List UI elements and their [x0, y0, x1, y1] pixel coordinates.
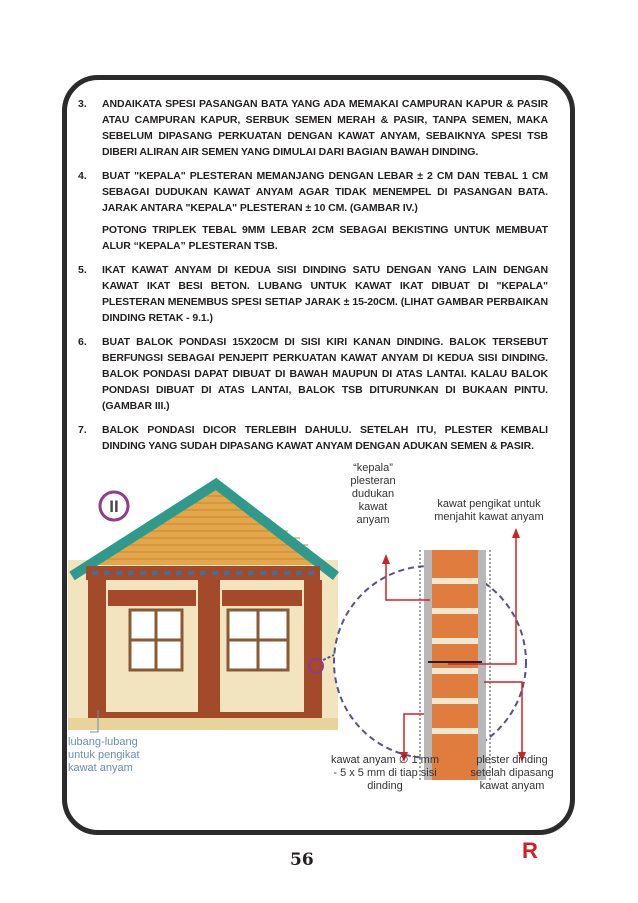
column-left: [88, 580, 106, 715]
step-paragraph: ANDAIKATA SPESI PASANGAN BATA YANG ADA MEMAKAI CAMPURAN KAPUR & PASIR ATAU CAMPURAN KAPUR, SERBUK SEMEN MERAH & PASIR, TANPA SEMEN, MAKA SEBELUM DIPASANG PERKUATAN DENGAN KAWAT ANYAM, SEBAIKNYA SPESI TSB DIBERI ALIRAN AIR SEMEN YANG DIMULAI DARI BAGIAN BAWAH DINDING.: [102, 98, 548, 158]
callout-lubang-pengikat: lubang-lubang untuk pengikat kawat anyam: [68, 736, 140, 774]
figure-badge-label: II: [109, 497, 119, 516]
column-right: [304, 580, 322, 715]
step-paragraph: BUAT BALOK PONDASI 15X20CM DI SISI KIRI KANAN DINDING. BALOK TERSEBUT BERFUNGSI SEBAGAI PENJEPIT PERKUATAN KAWAT ANYAM DI KEDUA SISI DINDING. BALOK PONDASI DAPAT DIBUAT DI BAWAH MAUPUN DI ATAS LANTAI. KALAU BALOK PONDASI DIBUAT DI ATAS LANTAI, BALOK TSB DITURUNKAN DI BUKAAN PINTU. (GAMBAR III.): [102, 336, 548, 412]
step-item: [78, 96, 548, 160]
wall-section-detail: [420, 550, 490, 780]
house-base: [68, 718, 338, 730]
step-number: 4.: [78, 170, 87, 182]
figure-illustration: [68, 462, 568, 800]
step-number: 3.: [78, 98, 87, 110]
page-number: 56: [290, 850, 314, 870]
corner-letter: R: [522, 838, 538, 863]
step-number: 6.: [78, 336, 87, 348]
step-number: 5.: [78, 264, 87, 276]
step-paragraph: IKAT KAWAT ANYAM DI KEDUA SISI DINDING SATU DENGAN YANG LAIN DENGAN KAWAT IKAT BESI BETON. LUBANG UNTUK KAWAT IKAT DIBUAT DI "KEPALA" PLESTERAN MENEMBUS SPESI SETIAP JARAK ± 15-20CM. (LIHAT GAMBAR PERBAIKAN DINDING RETAK - 9.1.): [102, 264, 548, 324]
step-item: [78, 262, 548, 326]
step-number: 7.: [78, 424, 87, 436]
step-item: [78, 422, 548, 454]
step-paragraph: BUAT "KEPALA" PLESTERAN MEMANJANG DENGAN LEBAR ± 2 CM DAN TEBAL 1 CM SEBAGAI DUDUKAN KAWAT ANYAM AGAR TIDAK MENEMPEL DI PASANGAN BATA. JARAK ANTARA "KEPALA" PLESTERAN ± 10 CM. (GAMBAR IV.): [102, 170, 548, 214]
callout-kawat-anyam: kawat anyam ∅ 1 mm - 5 x 5 mm di tiap sisi dinding: [330, 754, 439, 792]
callout-kepala-plesteran: “kepala” plesteran dudukan kawat anyam: [350, 462, 396, 526]
step-paragraph: POTONG TRIPLEK TEBAL 9MM LEBAR 2CM SEBAGAI BEKISTING UNTUK MEMBUAT ALUR “KEPALA” PLESTERAN TSB.: [102, 224, 548, 252]
step-paragraph: BALOK PONDASI DICOR TERLEBIH DAHULU. SETELAH ITU, PLESTER KEMBALI DINDING YANG SUDAH DIPASANG KAWAT ANYAM DENGAN ADUKAN SEMEN & PASIR.: [102, 424, 548, 452]
sloof-beam: [88, 712, 322, 718]
step-item: [78, 334, 548, 414]
callout-plester-dinding: plester dinding setelah dipasang kawat anyam: [470, 754, 554, 792]
instruction-steps: [78, 96, 548, 462]
column-middle: [198, 580, 220, 715]
step-item: [78, 168, 548, 254]
callout-kawat-pengikat: kawat pengikat untuk menjahit kawat anyam: [434, 498, 544, 523]
